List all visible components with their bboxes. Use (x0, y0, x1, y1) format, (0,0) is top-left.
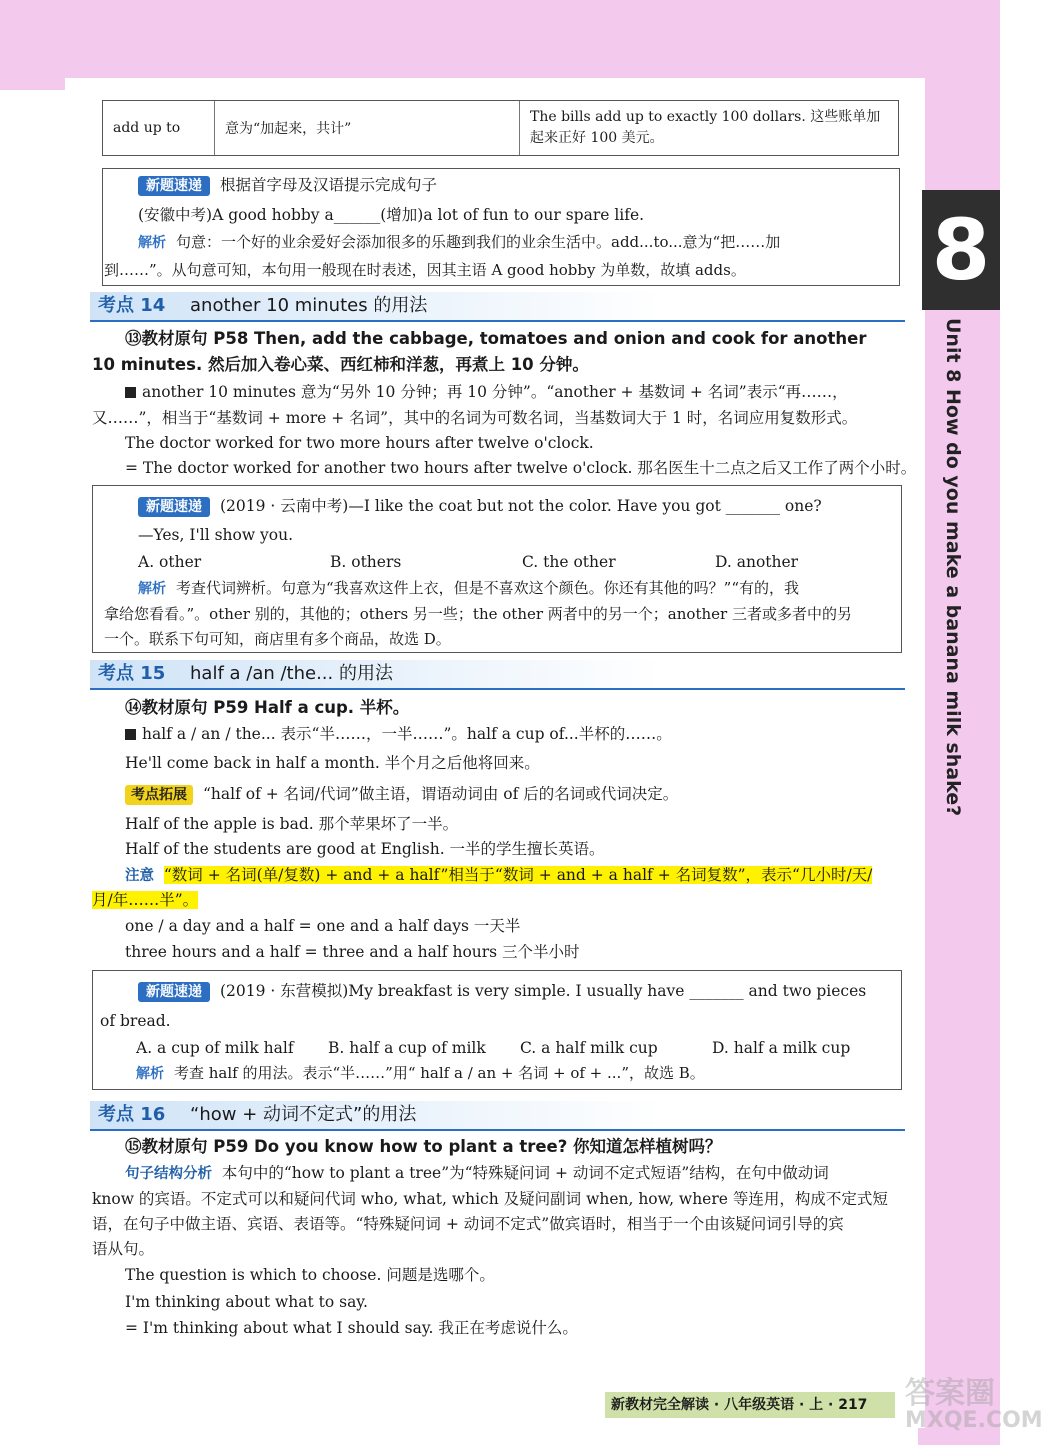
analysis-label: 解析 (136, 1066, 164, 1082)
table-example-line1: The bills add up to exactly 100 dollars. 这些账单加 (530, 109, 881, 125)
box2-option-a: A. other (138, 553, 202, 571)
section-title-15: half a /an /the... 的用法 (190, 663, 393, 684)
bullet-square-icon (125, 387, 136, 398)
box1-analysis-line2: 到……”。从句意可知，本句用一般现在时表述，因其主语 A good hobby 为单数，故填 adds。 (104, 261, 746, 279)
watermark-url: MXQE.COM (905, 1408, 1043, 1433)
kd16-example1: The question is which to choose. 问题是选哪个。 (125, 1266, 495, 1284)
section-title-14: another 10 minutes 的用法 (190, 295, 428, 316)
section-label-15: 考点 15 (98, 663, 166, 684)
vocab-table (102, 100, 899, 156)
kd14-example2: = The doctor worked for another two hours after twelve o'clock. 那名医生十二点之后又工作了两个小时。 (125, 459, 917, 477)
bullet-square-icon (125, 729, 136, 740)
kd15-example1: He'll come back in half a month. 半个月之后他将回来。 (125, 754, 540, 772)
analysis-label: 解析 (138, 235, 166, 251)
kd16-example2: I'm thinking about what to say. (125, 1293, 368, 1311)
box1-analysis-line1 (138, 230, 780, 256)
kd16-structure-text1: 本句中的“how to plant a tree”为“特殊疑问词 + 动词不定式短语”结构，在句中做动词 (221, 1164, 829, 1182)
box2-analysis-line2: 拿给您看看。”。other 别的，其他的；others 另一些；the other 两者中的另一个；another 三者或多者中的另 (104, 605, 852, 623)
kd14-explain-line1 (125, 380, 848, 405)
kd15-note-text2: 月/年……半”。 (92, 891, 199, 909)
kd15-note-line2 (92, 888, 198, 913)
box2-analysis-line1 (138, 576, 799, 602)
kd14-example1: The doctor worked for two more hours after twelve o'clock. (125, 434, 594, 452)
section-header-15 (90, 660, 905, 690)
section-header-14 (90, 292, 905, 322)
kd16-structure-line2: know 的宾语。不定式可以和疑问代词 who, what, which 及疑问副词 when, how, where 等连用，构成不定式短 (92, 1190, 888, 1208)
kd15-note-text1: “数词 + 名词(单/复数) + and + a half”相当于“数词 + and + a half + 名词复数”，表示“几小时/天/ (163, 866, 873, 884)
box1-header (138, 173, 437, 198)
box2-option-d: D. another (715, 553, 799, 571)
unit-number-tab: 8 (922, 190, 1000, 310)
kd14-original-line2: 10 minutes. 然后加入卷心菜、西红柿和洋葱，再煮上 10 分钟。 (92, 355, 589, 374)
kd15-note-line1 (125, 863, 872, 889)
box2-option-c: C. the other (522, 553, 616, 571)
box3-analysis (136, 1061, 705, 1087)
watermark-logo: 答案圈 (905, 1376, 995, 1411)
kd15-explain-text: half a / an / the... 表示“半……，一半……”。half a cup of...半杯的……。 (142, 725, 672, 743)
kd15-example2: Half of the apple is bad. 那个苹果坏了一半。 (125, 815, 459, 833)
box2-question: (2019 · 云南中考)—I like the coat but not the color. Have you got _______ one? (220, 497, 822, 515)
table-meaning: 意为“加起来，共计” (215, 101, 520, 155)
kd15-extension (125, 782, 678, 807)
table-example (520, 101, 898, 155)
tag-new-question: 新题速递 (138, 982, 210, 1002)
box2-answer-line: —Yes, I'll show you. (138, 526, 294, 544)
kd15-example3: Half of the students are good at English. 一半的学生擅长英语。 (125, 840, 605, 858)
unit-title-vertical: Unit 8 How do you make a banana milk shake? (942, 318, 964, 817)
box1-analysis-text1: 句意：一个好的业余爱好会添加很多的乐趣到我们的业余生活中。add...to...意为“把……加 (176, 233, 781, 251)
box3-analysis-text: 考查 half 的用法。表示“半……”用“ half a / an + 名词 + of + ...”，故选 B。 (174, 1064, 705, 1082)
top-pink-band (0, 0, 1000, 90)
kd16-example3: = I'm thinking about what I should say. 我正在考虑说什么。 (125, 1319, 578, 1337)
section-label-16: 考点 16 (98, 1104, 166, 1125)
section-label-14: 考点 14 (98, 295, 166, 316)
tag-new-question: 新题速递 (138, 176, 210, 196)
box3-option-d: D. half a milk cup (712, 1039, 851, 1057)
section-header-16 (90, 1101, 905, 1131)
kd15-example5: three hours and a half = three and a half hours 三个半小时 (125, 943, 580, 961)
box1-question: (安徽中考)A good hobby a______(增加)a lot of fun to our spare life. (138, 206, 645, 224)
kd15-example4: one / a day and a half = one and a half days 一天半 (125, 917, 521, 935)
box3-question-line2: of bread. (100, 1012, 171, 1030)
kd15-original: ⑭教材原句 P59 Half a cup. 半杯。 (125, 698, 410, 717)
kd14-explain-text1: another 10 minutes 意为“另外 10 分钟；再 10 分钟”。“another + 基数词 + 名词”表示“再……， (142, 383, 848, 401)
note-label: 注意 (125, 868, 154, 884)
table-term: add up to (103, 101, 215, 155)
kd15-extension-text: “half of + 名词/代词”做主语，谓语动词由 of 后的名词或代词决定。 (203, 785, 679, 803)
tag-extension: 考点拓展 (125, 785, 193, 805)
box2-analysis-line3: 一个。联系下句可知，商店里有多个商品，故选 D。 (104, 630, 451, 648)
kd16-original: ⑮教材原句 P59 Do you know how to plant a tree? 你知道怎样植树吗？ (125, 1137, 722, 1156)
box3-option-b: B. half a cup of milk (328, 1039, 486, 1057)
footer-book-title: 新教材完全解读 · 八年级英语 · 上 · 217 (605, 1392, 895, 1418)
kd16-structure-line4: 语从句。 (92, 1240, 155, 1258)
table-example-line2: 起来正好 100 美元。 (530, 130, 664, 146)
box1-instruction: 根据首字母及汉语提示完成句子 (220, 176, 438, 194)
kd16-structure-line1 (125, 1161, 829, 1187)
box3-question: (2019 · 东营模拟)My breakfast is very simple. I usually have _______ and two pieces (220, 982, 867, 1000)
box2-question-line (138, 494, 822, 519)
kd16-structure-line3: 语，在句子中做主语、宾语、表语等。“特殊疑问词 + 动词不定式”做宾语时，相当于一个由该疑问词引导的宾 (92, 1215, 844, 1233)
box3-question-line (138, 979, 866, 1004)
section-title-16: “how + 动词不定式”的用法 (190, 1104, 417, 1125)
box3-option-c: C. a half milk cup (520, 1039, 658, 1057)
structure-label: 句子结构分析 (125, 1166, 212, 1182)
kd14-original-line1: ⑬教材原句 P58 Then, add the cabbage, tomatoes and onion and cook for another (125, 329, 867, 348)
box2-option-b: B. others (330, 553, 402, 571)
kd14-explain-line2: 又……”，相当于“基数词 + more + 名词”，其中的名词为可数名词，当基数词大于 1 时，名词应用复数形式。 (92, 409, 858, 427)
analysis-label: 解析 (138, 581, 166, 597)
box3-option-a: A. a cup of milk half (136, 1039, 294, 1057)
tag-new-question: 新题速递 (138, 497, 210, 517)
kd15-explain (125, 722, 672, 747)
box2-analysis-text1: 考查代词辨析。句意为“我喜欢这件上衣，但是不喜欢这个颜色。你还有其他的吗？”“有的，我 (176, 579, 800, 597)
